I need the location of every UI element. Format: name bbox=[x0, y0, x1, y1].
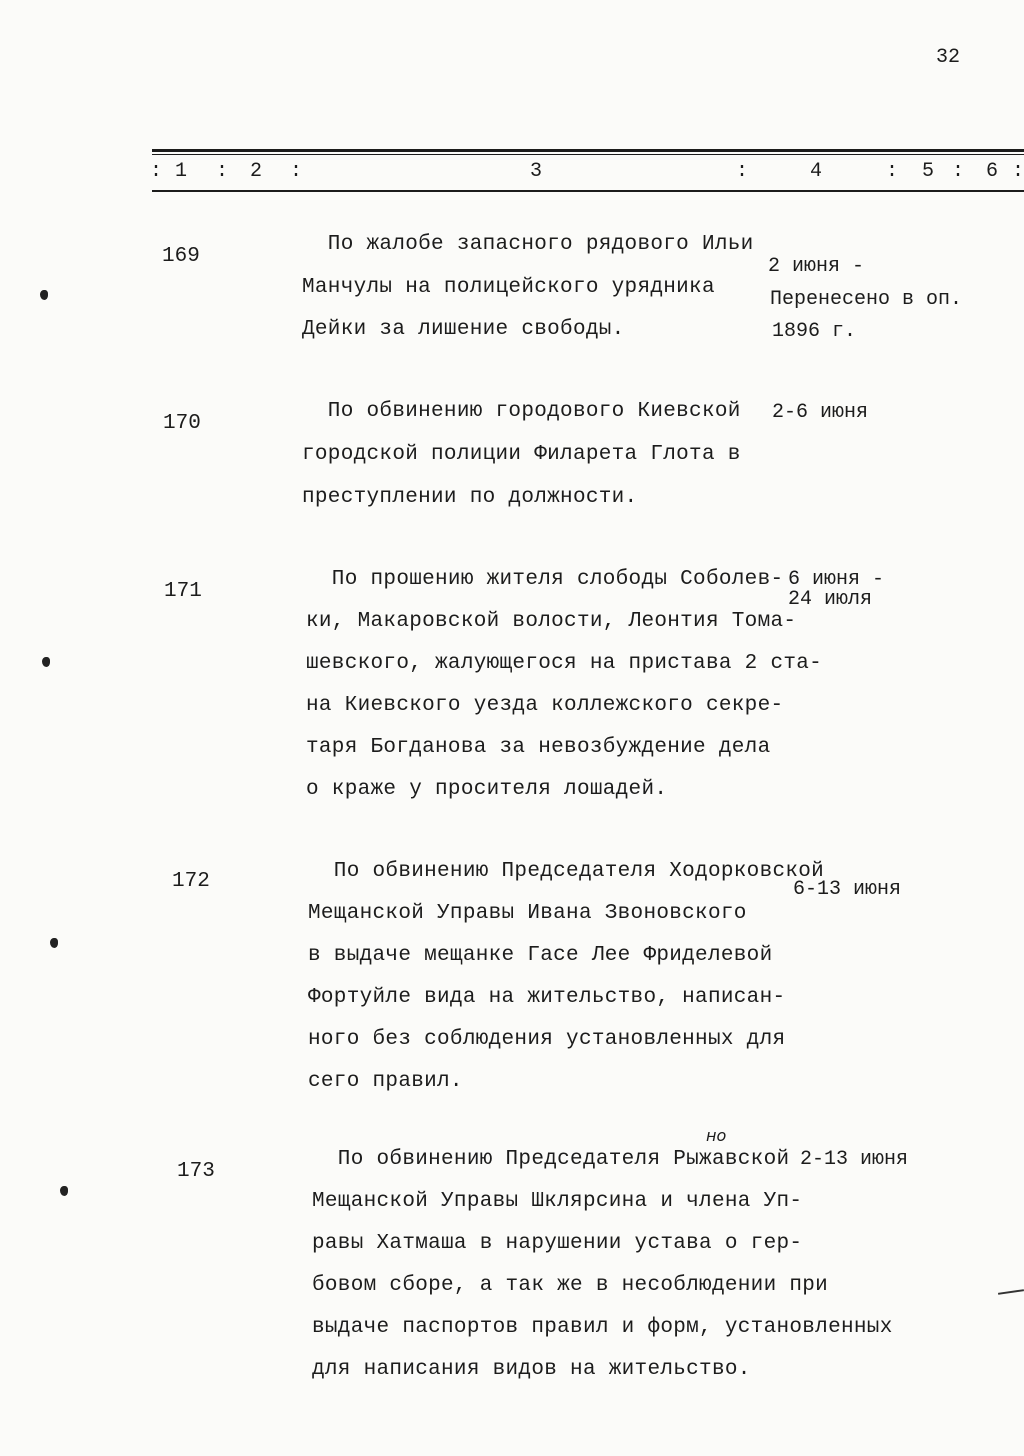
entry-text-line: для написания видов на жительство. bbox=[312, 1358, 751, 1381]
header-col-4: 4 bbox=[810, 160, 823, 183]
entry-text-line: Фортуйле вида на жительство, написан- bbox=[308, 986, 786, 1009]
entry-date: 2-13 июня bbox=[800, 1148, 909, 1171]
entry-number: 172 bbox=[172, 870, 210, 893]
margin-pen-stroke bbox=[998, 1289, 1024, 1295]
entry-date: 2-6 июня bbox=[772, 401, 869, 424]
header-separator: : bbox=[216, 160, 229, 183]
entry-date: 6-13 июня bbox=[793, 878, 902, 901]
header-col-5: 5 bbox=[922, 160, 935, 183]
header-col-3: 3 bbox=[530, 160, 543, 183]
header-separator: : bbox=[736, 160, 749, 183]
entry-text-line: По обвинению городового Киевской bbox=[302, 400, 741, 423]
entry-text-line: Дейки за лишение свободы. bbox=[302, 318, 625, 341]
entry-text-line: Мещанской Управы Шклярсина и члена Уп- bbox=[312, 1190, 803, 1213]
handwritten-correction: но bbox=[706, 1126, 727, 1145]
entry-text-line: городской полиции Филарета Глота в bbox=[302, 443, 741, 466]
header-col-2: 2 bbox=[250, 160, 263, 183]
header-separator: : bbox=[150, 160, 163, 183]
header-rule-bottom bbox=[152, 190, 1024, 192]
header-rule-top bbox=[152, 149, 1024, 152]
entry-text-line: равы Хатмаша в нарушении устава о гер- bbox=[312, 1232, 803, 1255]
entry-date: Перенесено в оп. bbox=[770, 288, 963, 311]
entry-number: 169 bbox=[162, 245, 200, 268]
entry-text-line: Мещанской Управы Ивана Звоновского bbox=[308, 902, 747, 925]
entry-text-line: бовом сборе, а так же в несоблюдении при bbox=[312, 1274, 829, 1297]
binding-hole-mark bbox=[40, 290, 48, 300]
entry-number: 171 bbox=[164, 580, 202, 603]
entry-text-line: ного без соблюдения установленных для bbox=[308, 1028, 786, 1051]
entry-text-line: на Киевского уезда коллежского секре- bbox=[306, 694, 784, 717]
header-separator: : bbox=[1012, 160, 1024, 183]
entry-text-line: По жалобе запасного рядового Ильи bbox=[302, 233, 754, 256]
entry-date: 2 июня - bbox=[768, 255, 865, 278]
header-separator: : bbox=[886, 160, 899, 183]
header-separator: : bbox=[952, 160, 965, 183]
binding-hole-mark bbox=[50, 938, 58, 948]
entry-text-line: сего правил. bbox=[308, 1070, 463, 1093]
entry-date: 6 июня - bbox=[788, 568, 885, 591]
binding-hole-mark bbox=[42, 657, 50, 667]
entry-text-line: ки, Макаровской волости, Леонтия Тома- bbox=[306, 610, 797, 633]
header-rule-top-thin bbox=[152, 154, 1024, 155]
entry-text-line: По прошению жителя слободы Соболев- bbox=[306, 568, 784, 591]
header-col-6: 6 bbox=[986, 160, 999, 183]
entry-date: 24 июля bbox=[788, 588, 873, 611]
entry-text-line: преступлении по должности. bbox=[302, 486, 638, 509]
entry-number: 173 bbox=[177, 1160, 215, 1183]
header-col-1: 1 bbox=[175, 160, 188, 183]
entry-text-line: По обвинению Председателя Рыжавской bbox=[312, 1148, 790, 1171]
entry-text-line: о краже у просителя лошадей. bbox=[306, 778, 668, 801]
entry-number: 170 bbox=[163, 412, 201, 435]
entry-text-line: шевского, жалующегося на пристава 2 ста- bbox=[306, 652, 823, 675]
entry-text-line: Манчулы на полицейского урядника bbox=[302, 276, 715, 299]
entry-text-line: в выдаче мещанке Гасе Лее Фриделевой bbox=[308, 944, 773, 967]
entry-text-line: выдаче паспортов правил и форм, установленных bbox=[312, 1316, 893, 1339]
page-number: 32 bbox=[936, 46, 961, 69]
binding-hole-mark bbox=[60, 1186, 68, 1196]
entry-date: 1896 г. bbox=[772, 320, 857, 343]
entry-text-line: По обвинению Председателя Ходорковской bbox=[308, 860, 825, 883]
entry-text-line: таря Богданова за невозбуждение дела bbox=[306, 736, 771, 759]
header-separator: : bbox=[290, 160, 303, 183]
